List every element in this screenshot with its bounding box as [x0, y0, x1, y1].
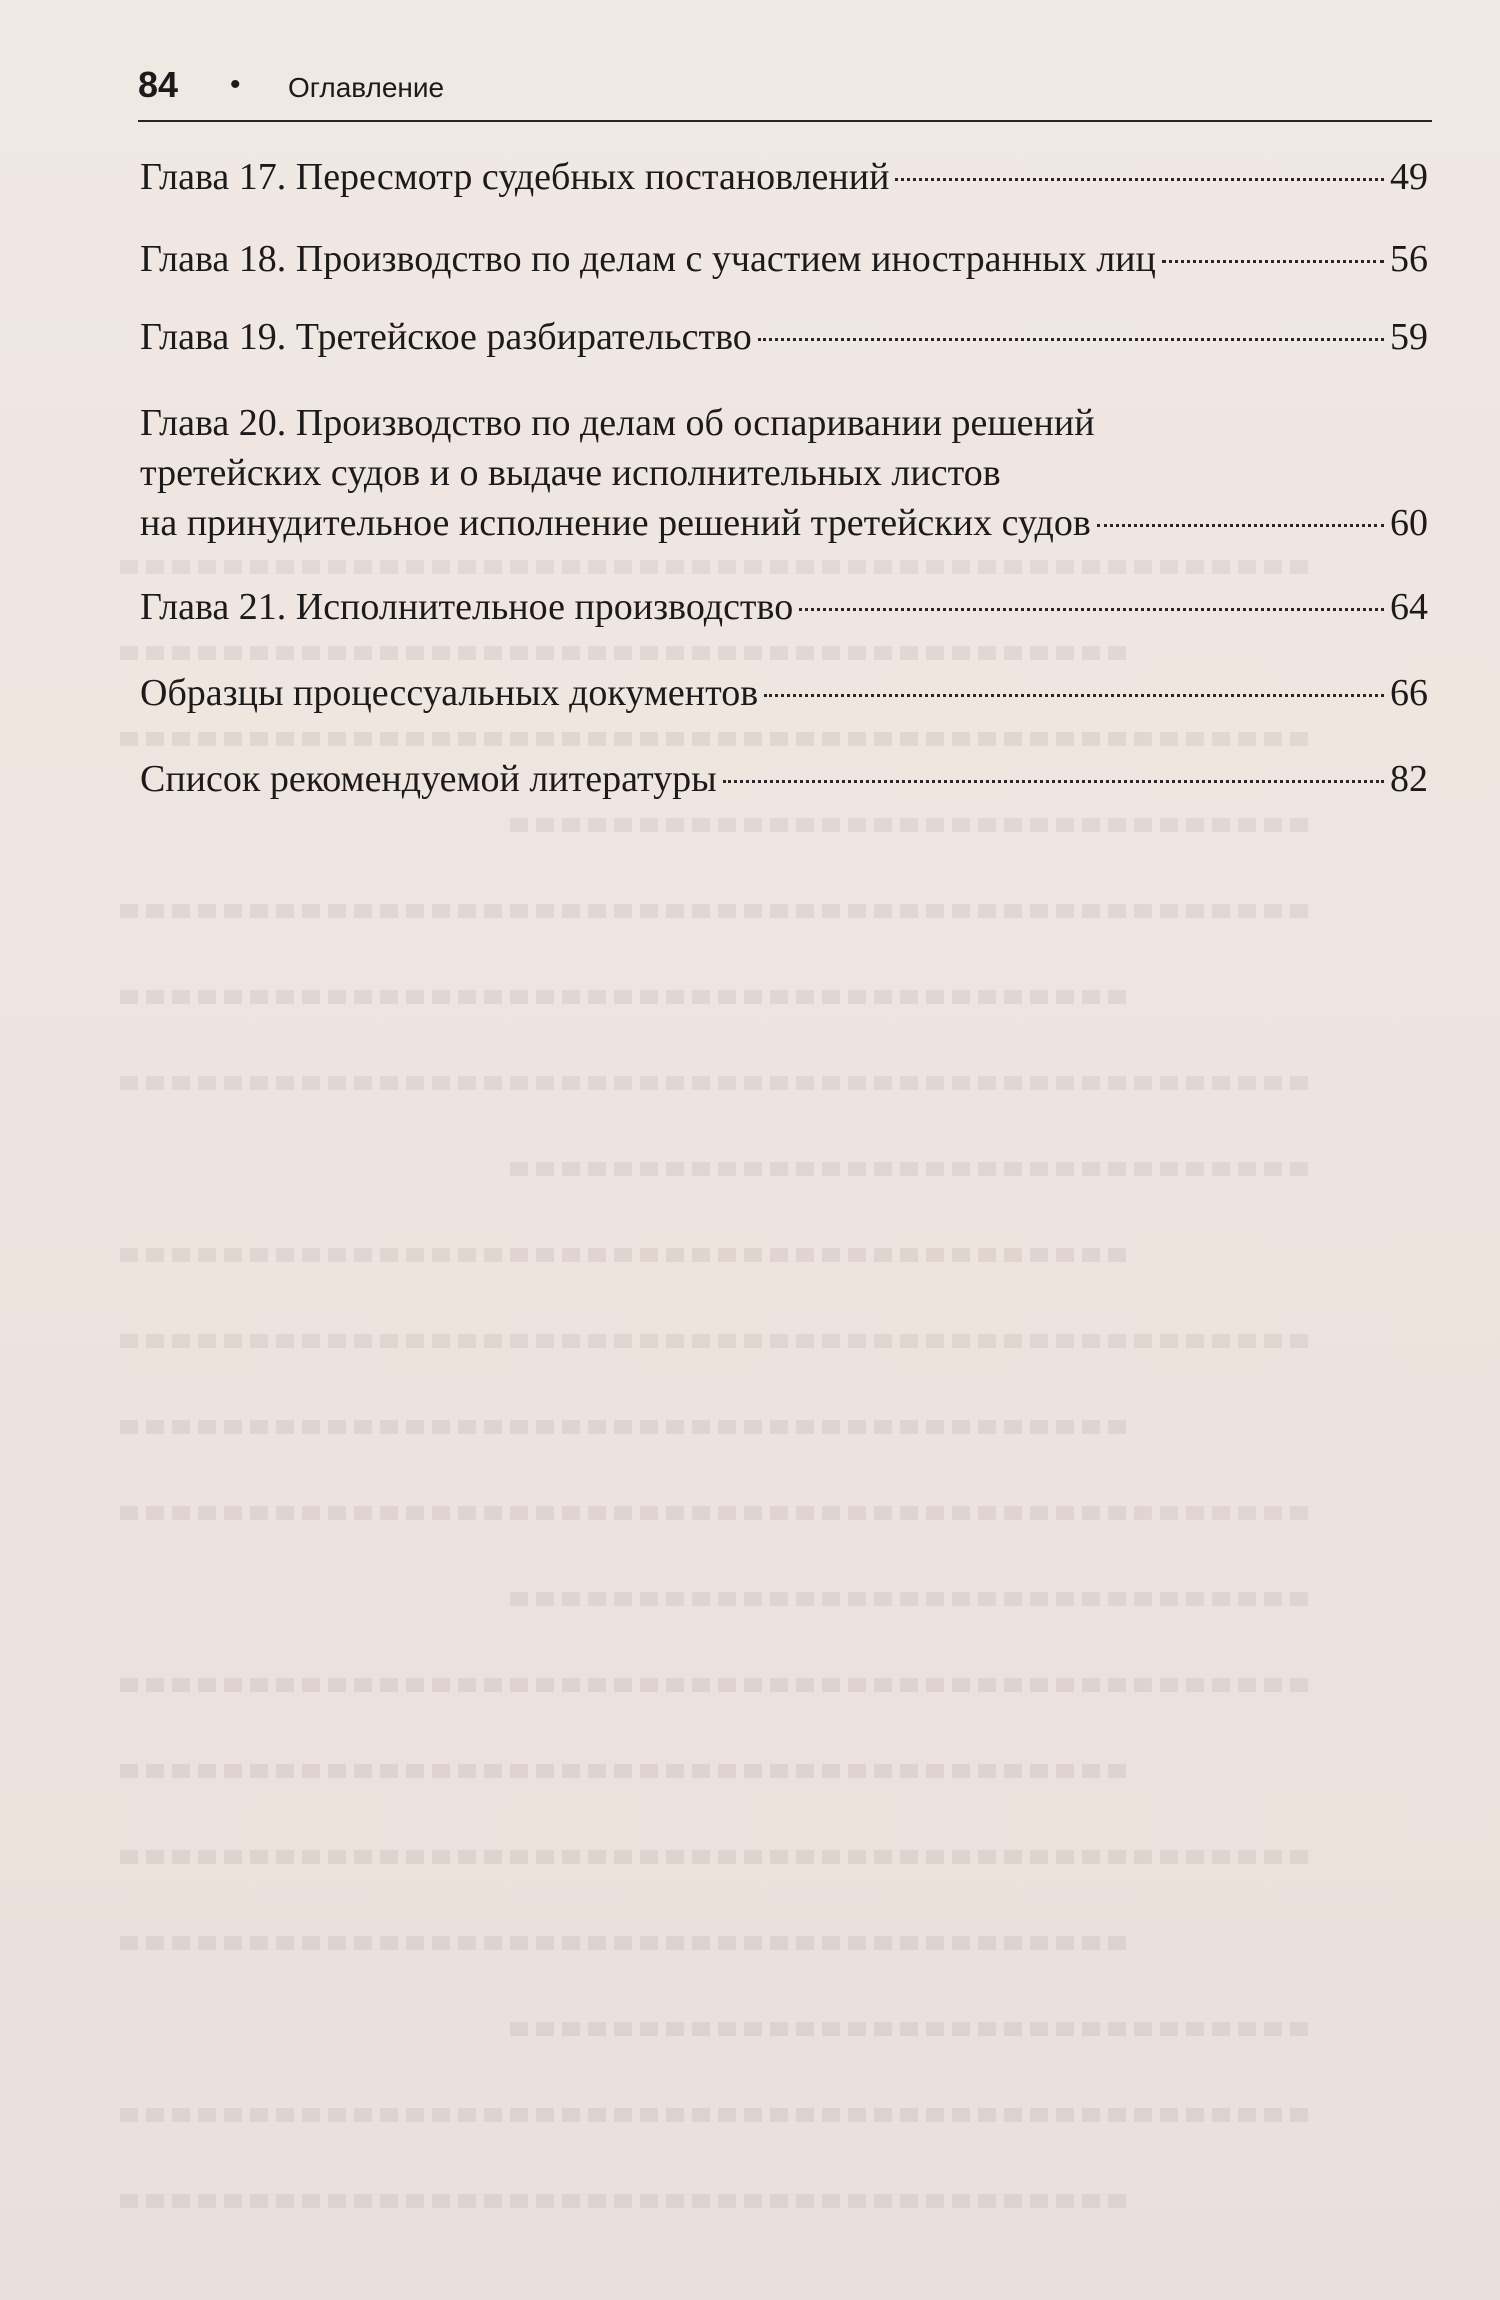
- toc-entry-chapter-17: [140, 152, 1428, 202]
- dot-leader: [1162, 260, 1384, 263]
- toc-entry-title: Глава 18. Производство по делам с участием иностранных лиц: [140, 238, 1156, 280]
- section-title: Оглавление: [288, 72, 445, 103]
- table-of-contents: [140, 140, 1428, 804]
- toc-entry-title-line: Глава 20. Производство по делам об оспаривании решений: [140, 402, 1095, 444]
- toc-entry-page: 82: [1390, 758, 1428, 800]
- toc-entry-page: 60: [1390, 502, 1428, 544]
- dot-leader: [723, 780, 1384, 783]
- toc-entry-title: на принудительное исполнение решений третейских судов: [140, 502, 1091, 544]
- dot-leader: [895, 178, 1384, 181]
- running-head: [138, 62, 1432, 122]
- page-number: 84: [138, 64, 179, 105]
- toc-entry-chapter-18: [140, 234, 1428, 284]
- dot-leader: [764, 694, 1384, 697]
- toc-entry-title: Глава 19. Третейское разбирательство: [140, 316, 752, 358]
- toc-entry-page: 66: [1390, 672, 1428, 714]
- dot-leader: [799, 608, 1384, 611]
- dot-leader: [1097, 524, 1384, 527]
- toc-entry-page: 56: [1390, 238, 1428, 280]
- dot-leader: [758, 338, 1384, 341]
- header-bullet: •: [230, 68, 241, 101]
- toc-entry-document-samples: [140, 668, 1428, 718]
- toc-entry-page: 49: [1390, 156, 1428, 198]
- toc-entry-title: Глава 21. Исполнительное производство: [140, 586, 794, 628]
- toc-entry-page: 64: [1390, 586, 1428, 628]
- toc-entry-chapter-20: [140, 398, 1428, 548]
- toc-entry-title-line: третейских судов и о выдаче исполнительных листов: [140, 452, 1001, 494]
- toc-entry-recommended-literature: [140, 754, 1428, 804]
- toc-entry-page: 59: [1390, 316, 1428, 358]
- toc-entry-chapter-21: [140, 582, 1428, 632]
- toc-entry-title: Образцы процессуальных документов: [140, 672, 759, 714]
- toc-entry-title: Глава 17. Пересмотр судебных постановлений: [140, 156, 890, 198]
- toc-entry-chapter-19: [140, 312, 1428, 362]
- bleed-through-background: [120, 560, 1420, 2260]
- toc-entry-title: Список рекомендуемой литературы: [140, 758, 717, 800]
